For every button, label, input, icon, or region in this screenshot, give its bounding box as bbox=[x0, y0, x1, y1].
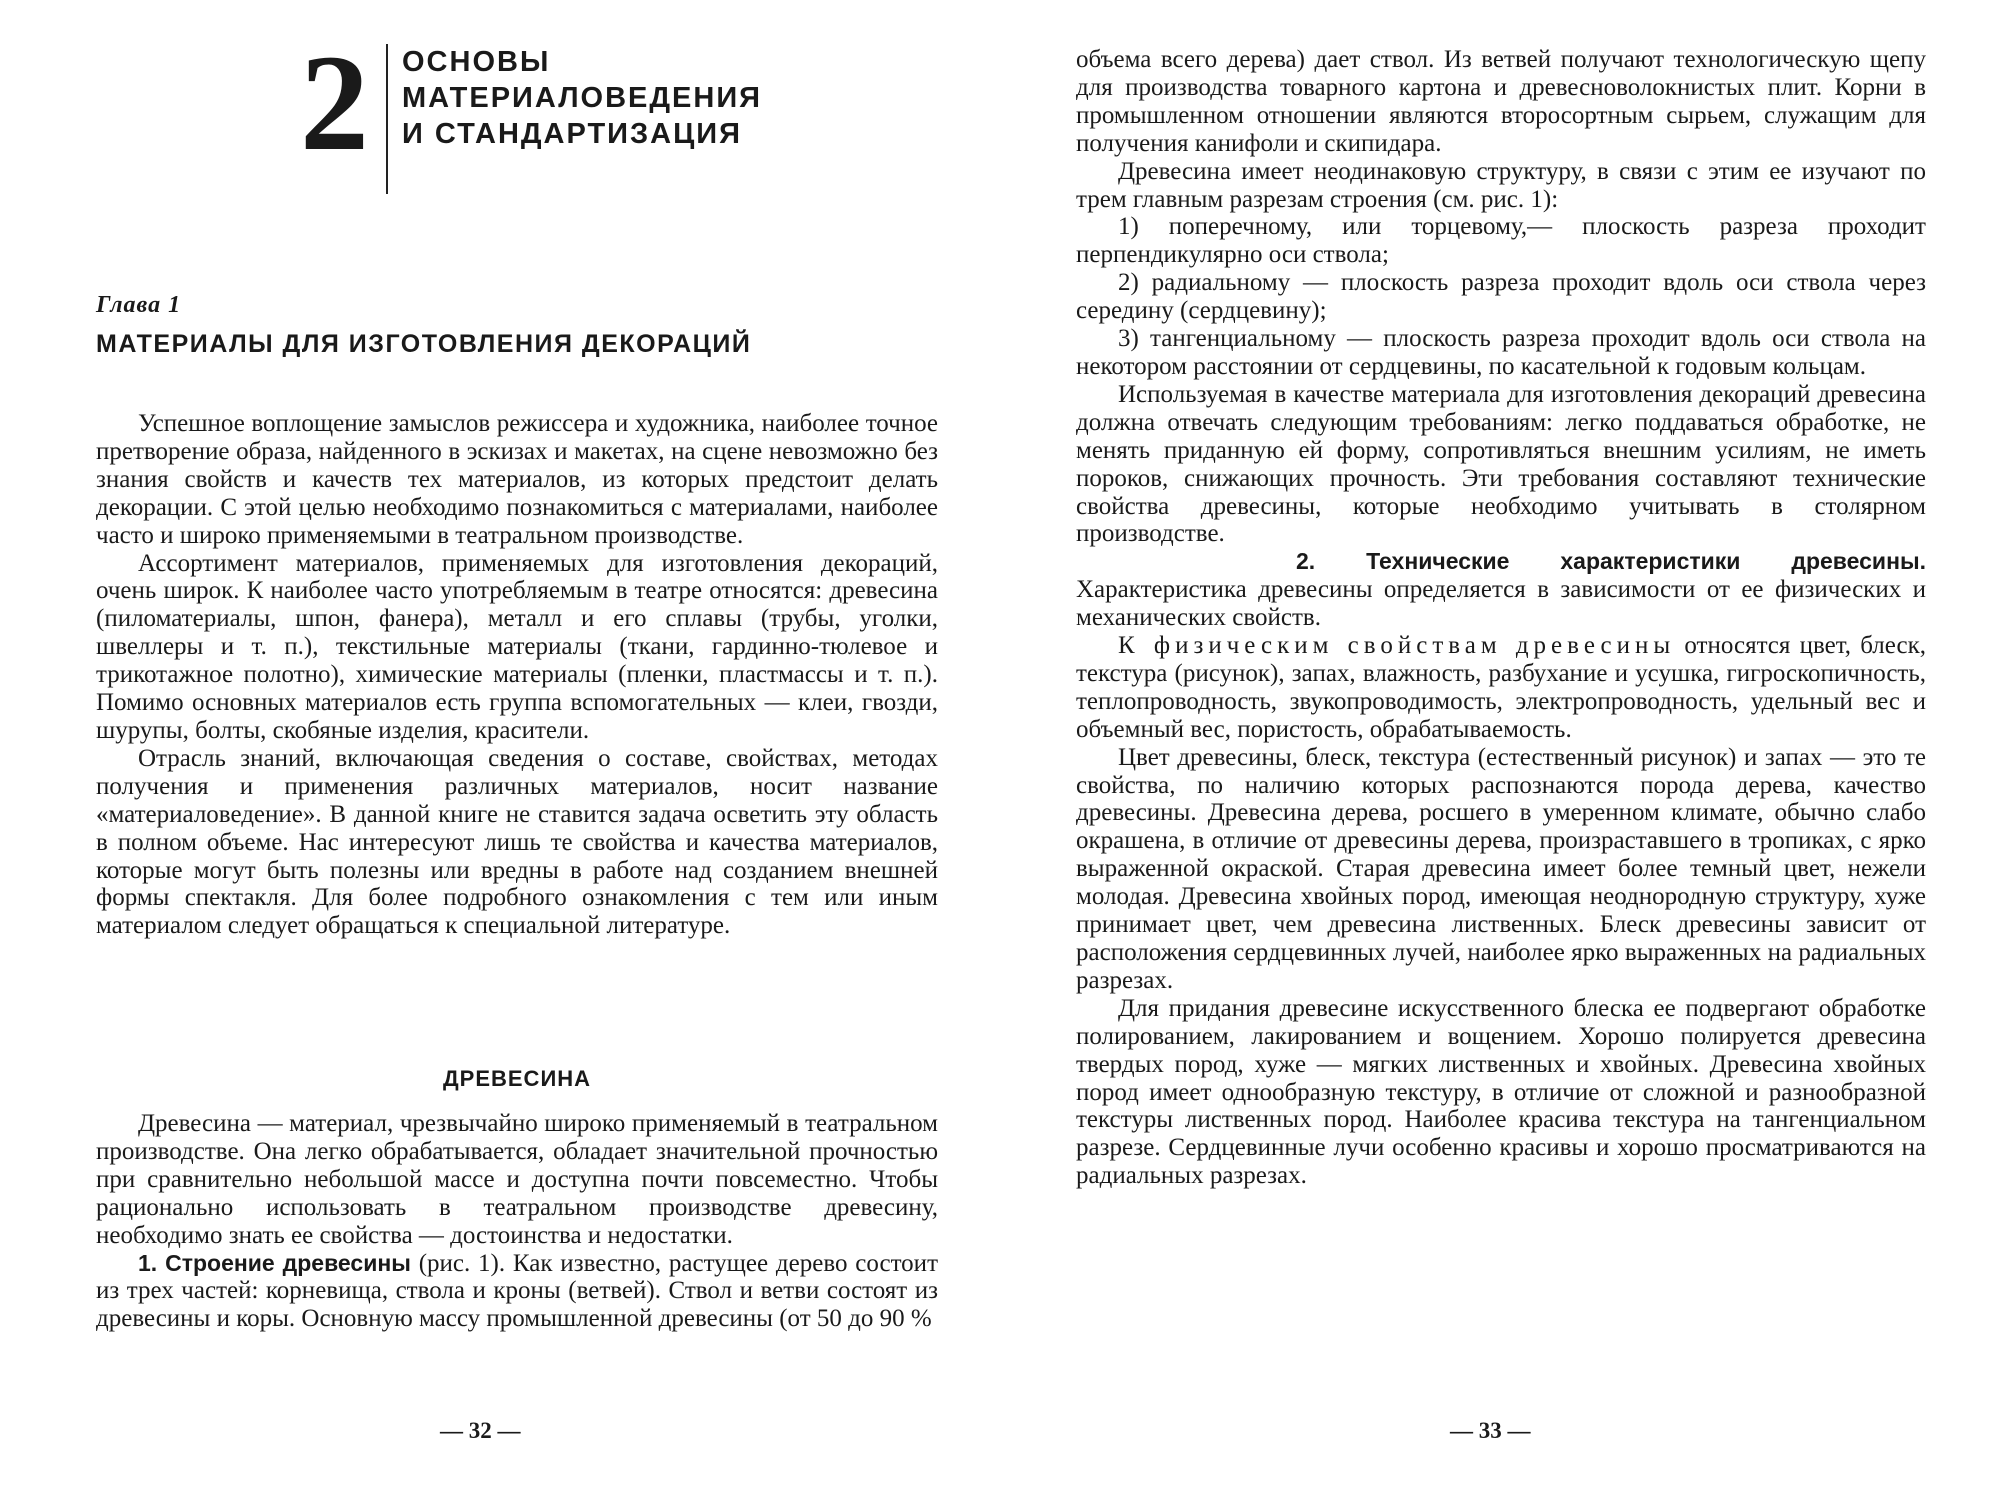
right-text bbox=[1076, 46, 1926, 1190]
subsection-text: Характеристика древесины определяется в зависимости от ее физических и механических свойств. bbox=[1076, 576, 1926, 632]
part-divider bbox=[386, 44, 388, 194]
paragraph: Отрасль знаний, включающая сведения о составе, свойствах, методах получения и применения различных материалов, носит название «материаловедение». В данной книге не ставится задача осветить эту область в полном объеме. Нас интересуют лишь те свойства и качества материалов, которые могут быть полезны или вредны в работе над созданием внешней формы спектакля. Для более подробного ознакомления с тем или иным материалом следует обращаться к специальной литературе. bbox=[96, 744, 938, 940]
page-number: — 32 — bbox=[440, 1418, 521, 1443]
subsection-paragraph bbox=[96, 1250, 938, 1334]
subsection-heading: 1. Строение древесины bbox=[138, 1249, 411, 1276]
paragraph: Используемая в качестве материала для изготовления декораций древесина должна отвечать следующим требованиям: легко поддаваться обработке, не менять приданную ей форму, сопротивляться внешним усилиям, не иметь пороков, снижающих прочность. Эти требования составляют технические свойства древесины, которые необходимо учитывать в столярном производстве. bbox=[1076, 380, 1926, 548]
part-title-line: И СТАНДАРТИЗАЦИЯ bbox=[402, 118, 742, 150]
list-item: 3) тангенциальному — плоскость разреза проходит вдоль оси ствола на некотором расстоянии от сердцевины, по касательной к годовым кольцам. bbox=[1076, 325, 1926, 380]
chapter-label: Глава 1 bbox=[96, 292, 182, 318]
paragraph: Цвет древесины, блеск, текстура (естественный рисунок) и запах — это те свойства, по наличию которых распознаются порода дерева, качество древесины. Древесина дерева, росшего в умеренном климате, обычно слабо окрашена, в отличие от древесины дерева, произраставшего в тропиках, с ярко выраженной окраской. Старая древесина имеет более темный цвет, нежели молодая. Древесина хвойных пород, имеющая неоднородную структуру, хуже принимает цвет, чем древесина лиственных. Блеск древесины зависит от расположения сердцевинных лучей, наиболее ярко выраженных на радиальных разрезах. bbox=[1076, 743, 1926, 994]
part-header bbox=[300, 26, 820, 200]
paragraph: Ассортимент материалов, применяемых для изготовления декораций, очень широк. К наиболее часто употребляемым в театре относятся: древесина (пиломатериалы, шпон, фанера), металл и его сплавы (трубы, уголки, швеллеры и т. п.), текстильные материалы (ткани, гардинно-тюлевое и трикотажное полотно), химические материалы (пленки, пластмассы и т. п.). Помимо основных материалов есть группа вспомогательных — клеи, гвозди, шурупы, болты, скобяные изделия, красители. bbox=[96, 549, 938, 744]
physical-properties-term: К физическим свойствам древесины bbox=[1118, 632, 1676, 660]
intro-text bbox=[96, 410, 938, 940]
chapter-title: МАТЕРИАЛЫ ДЛЯ ИЗГОТОВЛЕНИЯ ДЕКОРАЦИЙ bbox=[96, 330, 752, 358]
section-heading: ДРЕВЕСИНА bbox=[442, 1066, 592, 1091]
right-page bbox=[1000, 0, 2000, 1486]
part-title-line: ОСНОВЫ bbox=[402, 46, 551, 78]
part-title-line: МАТЕРИАЛОВЕДЕНИЯ bbox=[402, 82, 763, 114]
subsection-paragraph bbox=[1076, 548, 1926, 632]
subsection-text: (рис. 1). Как известно, растущее дерево состоит из трех частей: корневища, ствола и кроны (ветвей). Ствол и ветви состоят из древесины и коры. Основную массу промышленной древесины (от 50 до 90 % bbox=[96, 1249, 938, 1333]
paragraph bbox=[1076, 632, 1926, 744]
paragraph: Успешное воплощение замыслов режиссера и художника, наиболее точное претворение образа, найденного в эскизах и макетах, на сцене невозможно без знания свойств и качеств тех материалов, из которых предстоит делать декорации. С этой целью необходимо познакомиться с материалами, наиболее часто и широко применяемыми в театральном производстве. bbox=[96, 410, 938, 549]
physical-properties-text: относятся цвет, блеск, текстура (рисунок), запах, влажность, разбухание и усушка, гигроскопичность, теплопроводность, звукопроводимость, электропроводность, удельный вес и объемный вес, пористость, обрабатываемость. bbox=[1076, 632, 1926, 743]
paragraph: объема всего дерева) дает ствол. Из ветвей получают технологическую щепу для производства товарного картона и древесноволокнистых плит. Корни в промышленном отношении являются второсортным сырьем, служащим для получения канифоли и скипидара. bbox=[1076, 46, 1926, 157]
subsection-heading: 2. Технические характеристики древесины. bbox=[1296, 548, 1926, 575]
part-title bbox=[402, 44, 832, 152]
part-number: 2 bbox=[300, 26, 367, 179]
paragraph: Древесина — материал, чрезвычайно широко применяемый в театральном производстве. Она легко обрабатывается, обладает значительной прочностью при сравнительно небольшой массе и доступна почти повсеместно. Чтобы рационально использовать в театральном производстве древесину, необходимо знать ее свойства — достоинства и недостатки. bbox=[96, 1110, 938, 1249]
page-number: — 33 — bbox=[1450, 1418, 1531, 1443]
list-item: 2) радиальному — плоскость разреза проходит вдоль оси ствола через середину (сердцевину); bbox=[1076, 269, 1926, 325]
paragraph: Древесина имеет неодинаковую структуру, в связи с этим ее изучают по трем главным разрезам строения (см. рис. 1): bbox=[1076, 157, 1926, 213]
section-text bbox=[96, 1110, 938, 1333]
paragraph: Для придания древесине искусственного блеска ее подвергают обработке полированием, лакированием и вощением. Хорошо полируется древесина твердых пород, хуже — мягких лиственных и хвойных. Древесина хвойных пород имеет однообразную текстуру, в отличие от сложной и разнообразной текстуры лиственных пород. Наиболее красива текстура на тангенциальном разрезе. Сердцевинные лучи особенно красивы и хорошо просматриваются на радиальных разрезах. bbox=[1076, 994, 1926, 1190]
list-item: 1) поперечному, или торцевому,— плоскость разреза проходит перпендикулярно оси ствола; bbox=[1076, 213, 1926, 269]
